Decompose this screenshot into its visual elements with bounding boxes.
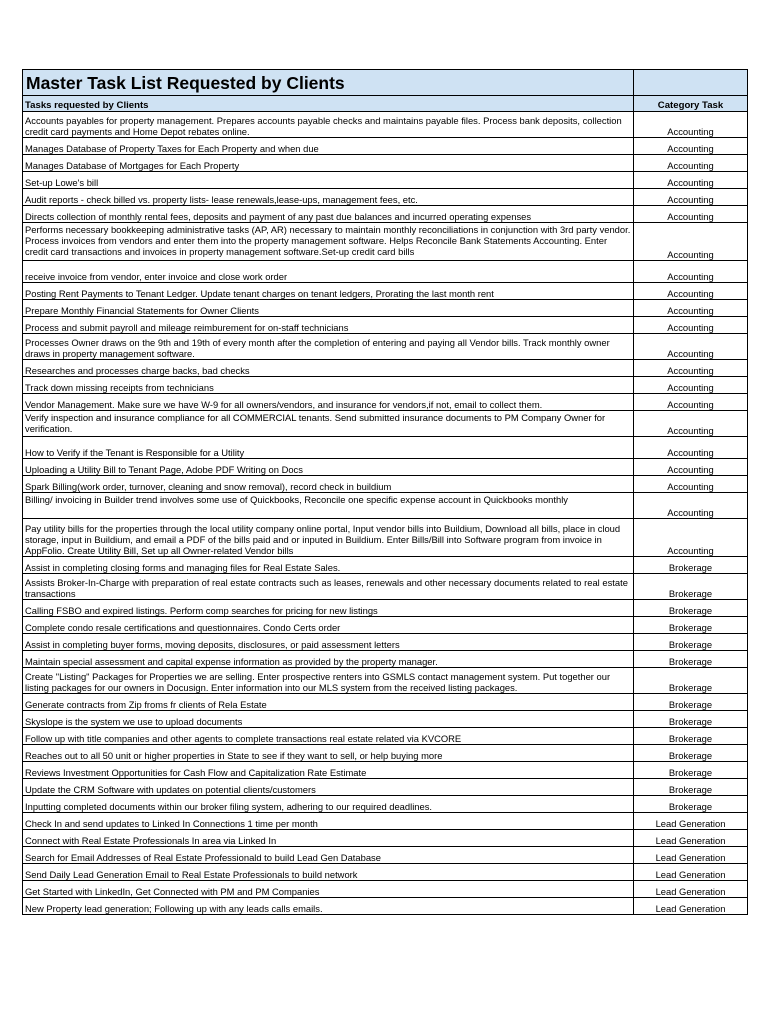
table-row	[23, 762, 748, 779]
table-row	[23, 634, 748, 651]
category-cell: Brokerage	[634, 796, 748, 813]
table-row	[23, 493, 748, 519]
task-cell: Manages Database of Mortgages for Each Property	[23, 155, 634, 172]
table-row	[23, 394, 748, 411]
category-cell: Accounting	[634, 519, 748, 557]
task-cell: receive invoice from vendor, enter invoice and close work order	[23, 261, 634, 283]
category-cell: Lead Generation	[634, 898, 748, 915]
task-cell: Prepare Monthly Financial Statements for Owner Clients	[23, 300, 634, 317]
category-cell: Lead Generation	[634, 881, 748, 898]
task-cell: Assists Broker-In-Charge with preparation of real estate contracts such as leases, renewals and other necessary documents related to real estate transactions	[23, 574, 634, 600]
task-cell: Send Daily Lead Generation Email to Real Estate Professionals to build network	[23, 864, 634, 881]
table-row	[23, 694, 748, 711]
table-row	[23, 617, 748, 634]
task-cell: Uploading a Utility Bill to Tenant Page, Adobe PDF Writing on Docs	[23, 459, 634, 476]
task-cell: Billing/ invoicing in Builder trend involves some use of Quickbooks, Reconcile one specific expense account in Quickbooks monthly	[23, 493, 634, 519]
task-cell: Search for Email Addresses of Real Estate Professionald to build Lead Gen Database	[23, 847, 634, 864]
task-cell: Create "Listing" Packages for Properties we are selling. Enter prospective renters into GSMLS contact management system. Put together our listing packages for our owners in Docusign. Enter information into our MLS system from the received listing packages.	[23, 668, 634, 694]
category-cell: Lead Generation	[634, 813, 748, 830]
task-cell: Spark Billing(work order, turnover, cleaning and snow removal), record check in buildium	[23, 476, 634, 493]
task-cell: Assist in completing closing forms and managing files for Real Estate Sales.	[23, 557, 634, 574]
task-cell: Manages Database of Property Taxes for Each Property and when due	[23, 138, 634, 155]
task-cell: Vendor Management. Make sure we have W-9 for all owners/vendors, and insurance for vendors,if not, email to collect them.	[23, 394, 634, 411]
sheet-title: Master Task List Requested by Clients	[23, 70, 634, 96]
table-row	[23, 651, 748, 668]
table-row	[23, 223, 748, 261]
task-cell: Calling FSBO and expired listings. Perform comp searches for pricing for new listings	[23, 600, 634, 617]
task-cell: Researches and processes charge backs, bad checks	[23, 360, 634, 377]
table-row	[23, 317, 748, 334]
category-cell: Lead Generation	[634, 864, 748, 881]
category-cell: Lead Generation	[634, 847, 748, 864]
task-cell: Assist in completing buyer forms, moving deposits, disclosures, or paid assessment letters	[23, 634, 634, 651]
category-cell: Brokerage	[634, 711, 748, 728]
category-cell: Brokerage	[634, 617, 748, 634]
task-cell: Complete condo resale certifications and questionnaires. Condo Certs order	[23, 617, 634, 634]
table-row	[23, 745, 748, 762]
task-cell: Follow up with title companies and other agents to complete transactions real estate related via KVCORE	[23, 728, 634, 745]
category-cell: Accounting	[634, 261, 748, 283]
task-cell: Verify inspection and insurance compliance for all COMMERCIAL tenants. Send submitted insurance documents to PM Company Owner for verification.	[23, 411, 634, 437]
task-cell: Pay utility bills for the properties through the local utility company online portal, Input vendor bills into Buildium, Download all bills, place in cloud storage, input in Buildium, and email a PDF of the bills paid and or inputed in Buildium. Enter Bills/Bill into Software program from invoice in AppFolio. Create Utility Bill, Set up all Owner-related Vendor bills	[23, 519, 634, 557]
table-row	[23, 796, 748, 813]
category-cell: Accounting	[634, 155, 748, 172]
table-row	[23, 711, 748, 728]
table-row	[23, 300, 748, 317]
task-table	[22, 69, 748, 915]
table-row	[23, 864, 748, 881]
category-cell: Brokerage	[634, 634, 748, 651]
table-row	[23, 830, 748, 847]
header-tasks: Tasks requested by Clients	[23, 96, 634, 112]
table-row	[23, 138, 748, 155]
category-cell: Accounting	[634, 112, 748, 138]
category-cell: Accounting	[634, 394, 748, 411]
category-cell: Accounting	[634, 206, 748, 223]
task-cell: Directs collection of monthly rental fees, deposits and payment of any past due balances and incurred operating expenses	[23, 206, 634, 223]
task-cell: Posting Rent Payments to Tenant Ledger. Update tenant charges on tenant ledgers, Prorating the last month rent	[23, 283, 634, 300]
table-row	[23, 411, 748, 437]
category-cell: Accounting	[634, 493, 748, 519]
category-cell: Accounting	[634, 411, 748, 437]
table-row	[23, 519, 748, 557]
table-row	[23, 206, 748, 223]
category-cell: Accounting	[634, 300, 748, 317]
table-row	[23, 334, 748, 360]
category-cell: Brokerage	[634, 557, 748, 574]
category-cell: Accounting	[634, 360, 748, 377]
category-cell: Brokerage	[634, 779, 748, 796]
task-cell: Performs necessary bookkeeping administrative tasks (AP, AR) necessary to maintain monthly reconciliations in conjunction with 3rd party vendor. Process invoices from vendors and enter them into the property management software. Helps Reconcile Bank Statements Accounting. Enter credit card transactions and invoices in property management software.Set-up credit card bills	[23, 223, 634, 261]
category-cell: Accounting	[634, 459, 748, 476]
table-row	[23, 283, 748, 300]
table-row	[23, 574, 748, 600]
category-cell: Accounting	[634, 437, 748, 459]
category-cell: Lead Generation	[634, 830, 748, 847]
category-cell: Brokerage	[634, 694, 748, 711]
category-cell: Accounting	[634, 172, 748, 189]
table-row	[23, 112, 748, 138]
task-cell: Processes Owner draws on the 9th and 19th of every month after the completion of entering and paying all Vendor bills. Track monthly owner draws in property management software.	[23, 334, 634, 360]
category-cell: Accounting	[634, 189, 748, 206]
category-cell: Accounting	[634, 476, 748, 493]
title-row	[23, 70, 748, 96]
task-cell: Connect with Real Estate Professionals In area via Linked In	[23, 830, 634, 847]
category-cell: Accounting	[634, 377, 748, 394]
title-blank-cell	[634, 70, 748, 96]
task-cell: Accounts payables for property management. Prepares accounts payable checks and maintains payable files. Process bank deposits, collection credit card payments and Home Depot rebates online.	[23, 112, 634, 138]
table-row	[23, 261, 748, 283]
task-cell: Maintain special assessment and capital expense information as provided by the property manager.	[23, 651, 634, 668]
table-row	[23, 600, 748, 617]
table-row	[23, 437, 748, 459]
table-row	[23, 459, 748, 476]
task-cell: Inputting completed documents within our broker filing system, adhering to our required deadlines.	[23, 796, 634, 813]
category-cell: Brokerage	[634, 668, 748, 694]
task-cell: Check In and send updates to Linked In Connections 1 time per month	[23, 813, 634, 830]
task-cell: Audit reports - check billed vs. property lists- lease renewals,lease-ups, management fees, etc.	[23, 189, 634, 206]
category-cell: Accounting	[634, 223, 748, 261]
category-cell: Brokerage	[634, 600, 748, 617]
table-row	[23, 172, 748, 189]
category-cell: Brokerage	[634, 651, 748, 668]
task-cell: Skyslope is the system we use to upload documents	[23, 711, 634, 728]
task-cell: How to Verify if the Tenant is Responsible for a Utility	[23, 437, 634, 459]
category-cell: Accounting	[634, 138, 748, 155]
table-row	[23, 779, 748, 796]
task-cell: Set-up Lowe's bill	[23, 172, 634, 189]
table-row	[23, 813, 748, 830]
table-row	[23, 847, 748, 864]
table-row	[23, 881, 748, 898]
table-row	[23, 668, 748, 694]
header-row	[23, 96, 748, 112]
task-cell: Reaches out to all 50 unit or higher properties in State to see if they want to sell, or help buying more	[23, 745, 634, 762]
task-cell: Reviews Investment Opportunities for Cash Flow and Capitalization Rate Estimate	[23, 762, 634, 779]
category-cell: Brokerage	[634, 574, 748, 600]
task-cell: Update the CRM Software with updates on potential clients/customers	[23, 779, 634, 796]
category-cell: Brokerage	[634, 762, 748, 779]
task-cell: Track down missing receipts from technicians	[23, 377, 634, 394]
task-sheet	[22, 69, 747, 915]
table-row	[23, 155, 748, 172]
header-category: Category Task	[634, 96, 748, 112]
table-row	[23, 728, 748, 745]
table-row	[23, 898, 748, 915]
task-cell: Generate contracts from Zip froms fr clients of Rela Estate	[23, 694, 634, 711]
task-cell: Get Started with LinkedIn, Get Connected with PM and PM Companies	[23, 881, 634, 898]
category-cell: Accounting	[634, 317, 748, 334]
table-row	[23, 557, 748, 574]
category-cell: Accounting	[634, 334, 748, 360]
task-cell: Process and submit payroll and mileage reimburement for on-staff technicians	[23, 317, 634, 334]
table-row	[23, 189, 748, 206]
category-cell: Accounting	[634, 283, 748, 300]
task-cell: New Property lead generation; Following up with any leads calls emails.	[23, 898, 634, 915]
table-row	[23, 476, 748, 493]
category-cell: Brokerage	[634, 728, 748, 745]
category-cell: Brokerage	[634, 745, 748, 762]
table-row	[23, 360, 748, 377]
table-row	[23, 377, 748, 394]
